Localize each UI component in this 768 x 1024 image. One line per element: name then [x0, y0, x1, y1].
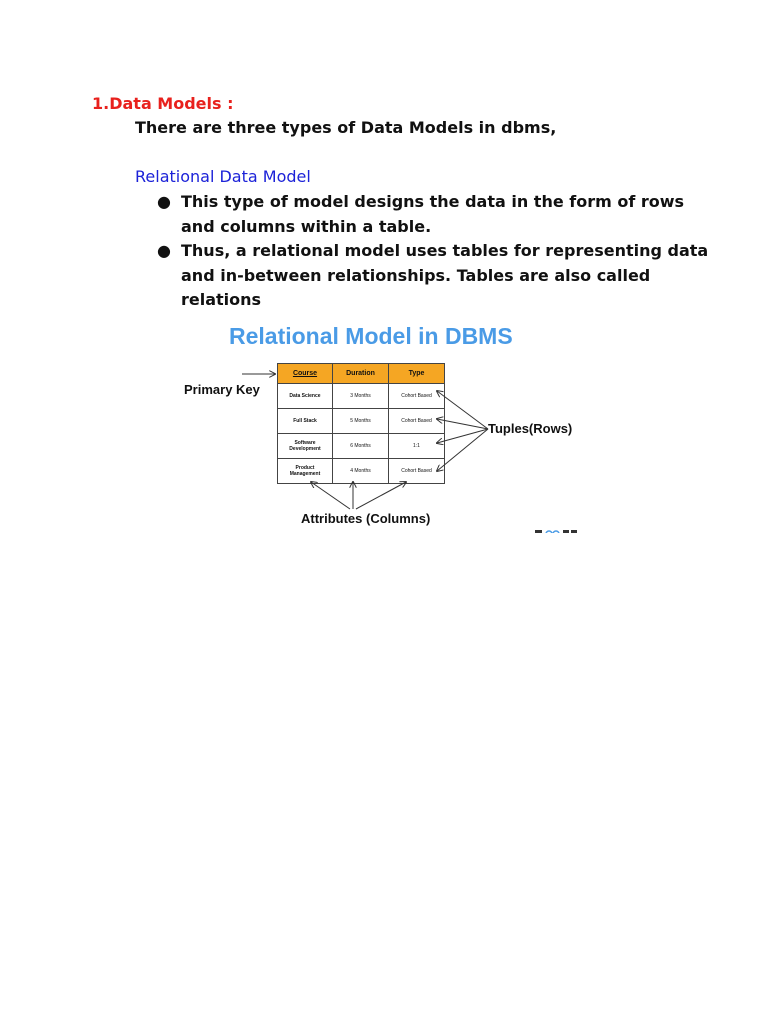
- attribute-arrow: [356, 482, 406, 509]
- table-cell: 6 Months: [333, 434, 389, 459]
- table-cell: 5 Months: [333, 409, 389, 434]
- column-header: Duration: [333, 364, 389, 384]
- bullet-text: Thus, a relational model uses tables for representing data and in-between relationships. Tables are also called relations: [181, 241, 709, 309]
- bullet-item: [157, 239, 717, 313]
- subheading-relational-model: Relational Data Model: [135, 167, 311, 186]
- bullet-icon: ●: [157, 241, 171, 260]
- column-header: Type: [389, 364, 445, 384]
- table-cell: 1:1: [389, 434, 445, 459]
- relational-model-figure: [170, 315, 600, 533]
- section-heading: 1.Data Models :: [92, 94, 234, 113]
- tuple-arrow: [437, 391, 488, 429]
- primary-key-label: Primary Key: [184, 382, 260, 397]
- table-cell: Cohort Based: [389, 459, 445, 484]
- table-cell: Cohort Based: [389, 384, 445, 409]
- table-cell: Full Stack: [278, 409, 333, 434]
- tuple-arrow: [437, 419, 488, 429]
- column-header: Course: [278, 364, 333, 384]
- table-cell: 4 Months: [333, 459, 389, 484]
- tuple-arrow: [437, 429, 488, 471]
- table-cell: Data Science: [278, 384, 333, 409]
- table-cell: Software Development: [278, 434, 333, 459]
- attribute-arrow: [311, 482, 350, 509]
- bullet-item: [157, 190, 717, 239]
- intro-text: There are three types of Data Models in dbms,: [135, 118, 557, 137]
- bullet-text: This type of model designs the data in the form of rows and columns within a table.: [181, 192, 685, 236]
- attributes-label: Attributes (Columns): [301, 511, 431, 526]
- source-logo-fragment: [535, 528, 579, 533]
- figure-title: Relational Model in DBMS: [229, 323, 513, 349]
- tuples-label: Tuples(Rows): [488, 421, 573, 436]
- bullet-icon: ●: [157, 192, 171, 211]
- table-cell: 3 Months: [333, 384, 389, 409]
- bullet-list: [157, 190, 717, 313]
- tuple-arrow: [437, 429, 488, 443]
- table-cell: Cohort Based: [389, 409, 445, 434]
- table-cell: Product Management: [278, 459, 333, 484]
